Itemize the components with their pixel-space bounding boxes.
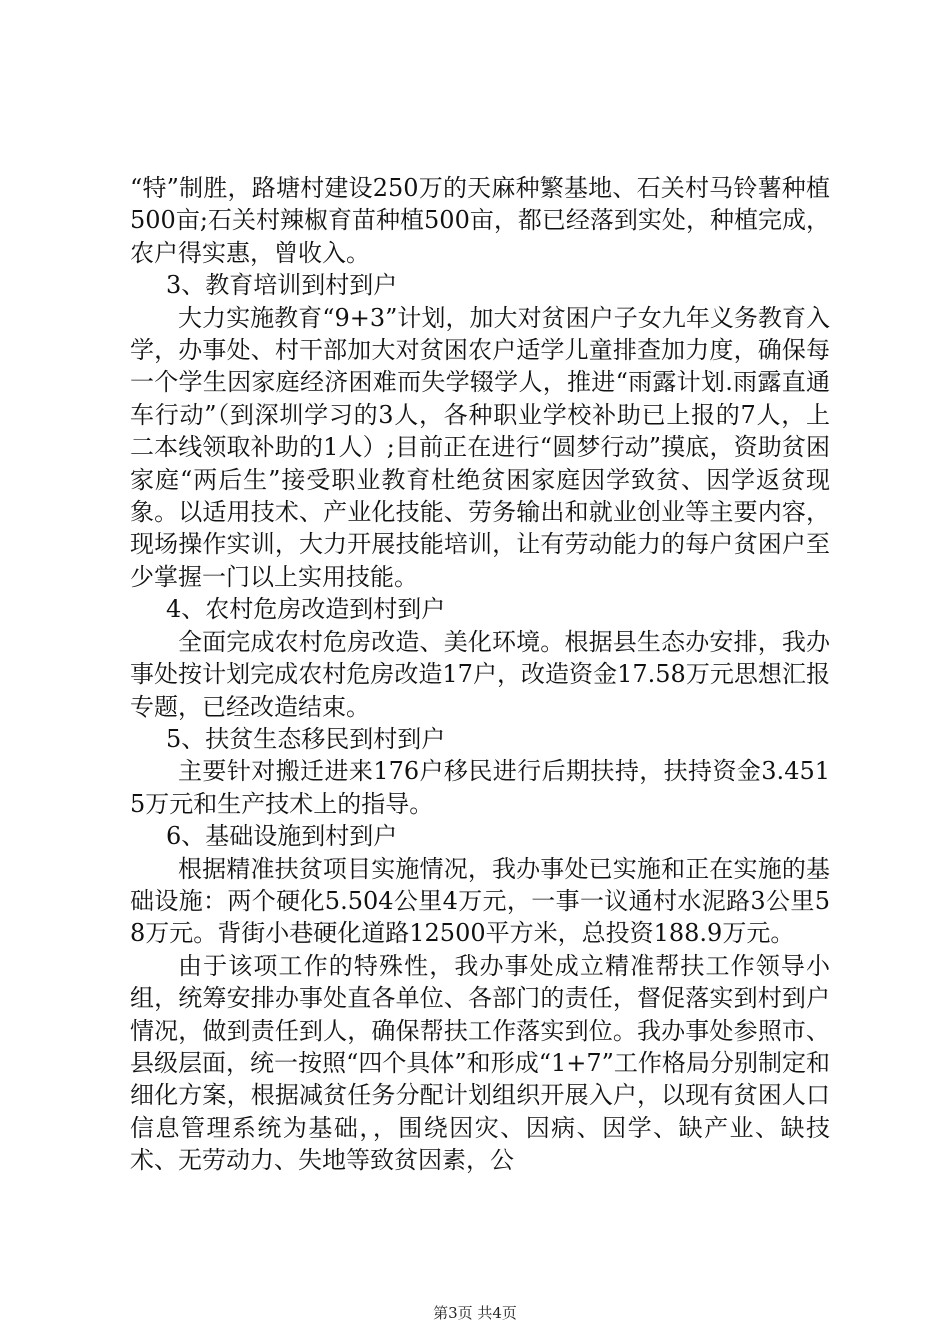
paragraph-education: 大力实施教育“9+3”计划，加大对贫困户子女九年义务教育入学，办事处、村干部加大对贫困农户适学儿童排查加力度，确保每一个学生因家庭经济困难而失学辍学人，推进“雨露计划.雨露直通车行动”（到深圳学习的3人，各种职业学校补助已上报的7人，上二本线领取补助的1人）;目前正在进行“圆梦行动”摸底，资助贫困家庭“两后生”接受职业教育杜绝贫困家庭因学致贫、因学返贫现象。以适用技术、产业化技能、劳务输出和就业创业等主要内容，现场操作实训，大力开展技能培训，让有劳动能力的每户贫困户至少掌握一门以上实用技能。 [130,303,830,591]
section-heading-housing: 4、农村危房改造到村到户 [166,595,446,624]
paragraph-continued: “特”制胜，路塘村建设250万的天麻种繁基地、石关村马铃薯种植500亩;石关村辣椒育苗种植500亩，都已经落到实处，种植完成，农户得实惠，曾收入。 [130,174,830,267]
page-footer [0,1303,950,1323]
section-heading-education: 3、教育培训到村到户 [166,271,398,300]
paragraph-housing: 全面完成农村危房改造、美化环境。根据县生态办安排，我办事处按计划完成农村危房改造17户，改造资金17.58万元思想汇报专题，已经改造结束。 [130,627,830,721]
document-body [130,172,830,1177]
page-number-label: 第3页 共4页 [433,1304,517,1322]
paragraph-organization: 由于该项工作的特殊性，我办事处成立精准帮扶工作领导小组，统筹安排办事处直各单位、各部门的责任，督促落实到村到户情况，做到责任到人，确保帮扶工作落实到位。我办事处参照市、县级层面，统一按照“四个具体”和形成“1+7”工作格局分别制定和细化方案，根据减贫任务分配计划组织开展入户，以现有贫困人口信息管理系统为基础，，围绕因灾、因病、因学、缺产业、缺技术、无劳动力、失地等致贫因素，公 [130,951,830,1175]
section-heading-infrastructure: 6、基础设施到村到户 [166,822,398,851]
paragraph-infrastructure: 根据精准扶贫项目实施情况，我办事处已实施和正在实施的基础设施：两个硬化5.504公里4万元，一事一议通村水泥路3公里58万元。背街小巷硬化道路12500平方米，总投资188.9万元。 [130,854,830,948]
section-heading-relocation: 5、扶贫生态移民到村到户 [166,724,446,753]
paragraph-relocation: 主要针对搬迁进来176户移民进行后期扶持，扶持资金3.4515万元和生产技术上的指导。 [130,757,830,818]
